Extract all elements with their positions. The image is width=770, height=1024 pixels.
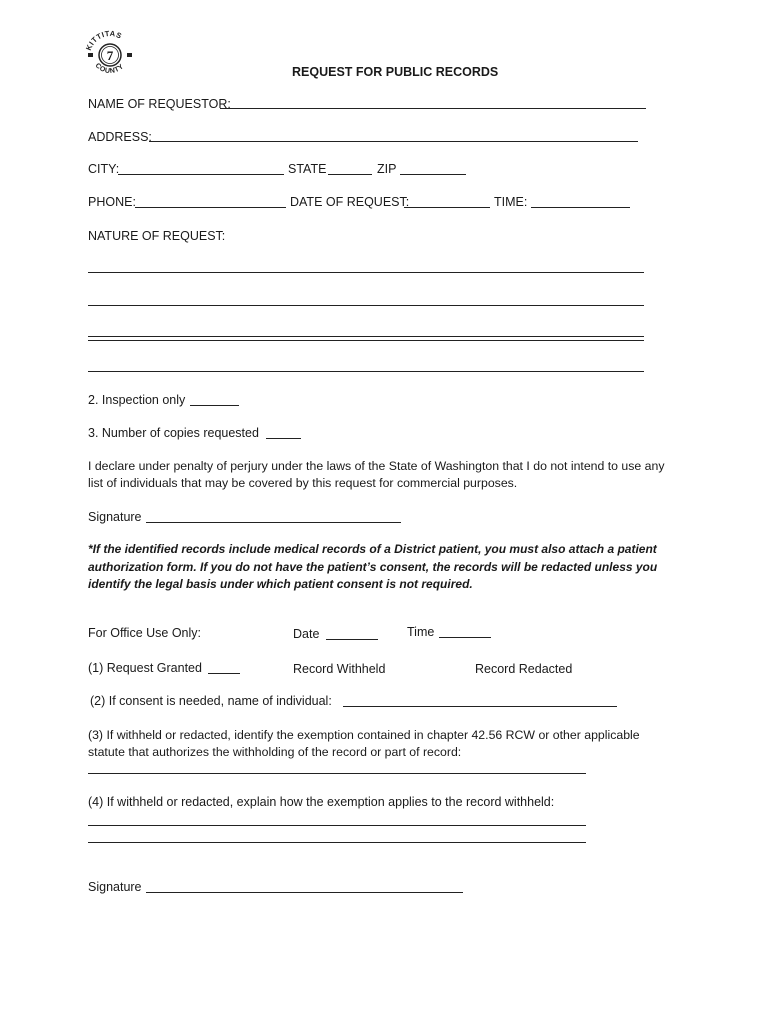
logo-top-text: KITTITAS: [83, 28, 124, 52]
explain-label: (4) If withheld or redacted, explain how the exemption applies to the record withheld:: [88, 795, 555, 809]
state-field[interactable]: [328, 174, 372, 175]
phone-field[interactable]: [135, 207, 286, 208]
svg-text:COUNTY: [94, 62, 126, 75]
svg-text:KITTITAS: [84, 29, 123, 52]
consent-field[interactable]: [343, 706, 617, 707]
record-withheld-label: Record Withheld: [293, 662, 386, 676]
request-granted-field[interactable]: [208, 673, 240, 674]
copies-field[interactable]: [266, 438, 301, 439]
exemption-field[interactable]: [88, 773, 586, 774]
nature-line-3b: [88, 340, 644, 341]
date-of-request-field[interactable]: [404, 207, 490, 208]
request-granted-label: (1) Request Granted: [88, 661, 202, 675]
date-of-request-label: DATE OF REQUEST:: [290, 195, 410, 209]
consent-label: (2) If consent is needed, name of individual:: [90, 694, 332, 708]
city-label: CITY:: [88, 162, 120, 176]
signature-field[interactable]: [146, 522, 401, 523]
nature-line-1[interactable]: [88, 272, 644, 273]
state-label: STATE: [288, 162, 327, 176]
office-signature-field[interactable]: [146, 892, 463, 893]
nature-line-2[interactable]: [88, 305, 644, 306]
nature-line-3[interactable]: [88, 336, 644, 337]
nature-line-4[interactable]: [88, 371, 644, 372]
county-seal-logo: [82, 26, 138, 80]
copies-label: 3. Number of copies requested: [88, 426, 259, 440]
nature-label: NATURE OF REQUEST:: [88, 229, 226, 243]
office-date-field[interactable]: [326, 639, 378, 640]
city-field[interactable]: [118, 174, 284, 175]
signature-label: Signature: [88, 510, 142, 524]
inspection-field[interactable]: [190, 405, 239, 406]
time-field[interactable]: [531, 207, 630, 208]
zip-label: ZIP: [377, 162, 397, 176]
phone-label: PHONE:: [88, 195, 136, 209]
address-label: ADDRESS:: [88, 130, 152, 144]
office-time-field[interactable]: [439, 637, 491, 638]
office-date-label: Date: [293, 627, 320, 641]
declaration-text: I declare under penalty of perjury under the laws of the State of Washington that I do not intend to use any list of individuals that may be covered by this request for commercial purposes.: [88, 459, 665, 490]
inspection-label: 2. Inspection only: [88, 393, 186, 407]
name-field[interactable]: [220, 108, 646, 109]
name-label: NAME OF REQUESTOR:: [88, 97, 231, 111]
record-redacted-label: Record Redacted: [475, 662, 573, 676]
time-label: TIME:: [494, 195, 528, 209]
explain-line-2[interactable]: [88, 842, 586, 843]
page-title: REQUEST FOR PUBLIC RECORDS: [292, 65, 499, 79]
exemption-label: (3) If withheld or redacted, identify the exemption contained in chapter 42.56 RCW or other applicable statute that authorizes the withholding of the record or part of record:: [88, 728, 640, 759]
office-use-heading: For Office Use Only:: [88, 626, 201, 640]
explain-line-1[interactable]: [88, 825, 586, 826]
patient-notice: *If the identified records include medical records of a District patient, you must also attach a patient authorization form. If you do not have the patient’s consent, the records will be redacted unless you identify the legal basis under which patient consent is not required.: [88, 542, 658, 591]
logo-number: 7: [106, 48, 114, 63]
office-signature-label: Signature: [88, 880, 142, 894]
logo-bottom-text: COUNTY: [93, 62, 126, 76]
office-time-label: Time: [407, 625, 435, 639]
zip-field[interactable]: [400, 174, 466, 175]
address-field[interactable]: [149, 141, 638, 142]
